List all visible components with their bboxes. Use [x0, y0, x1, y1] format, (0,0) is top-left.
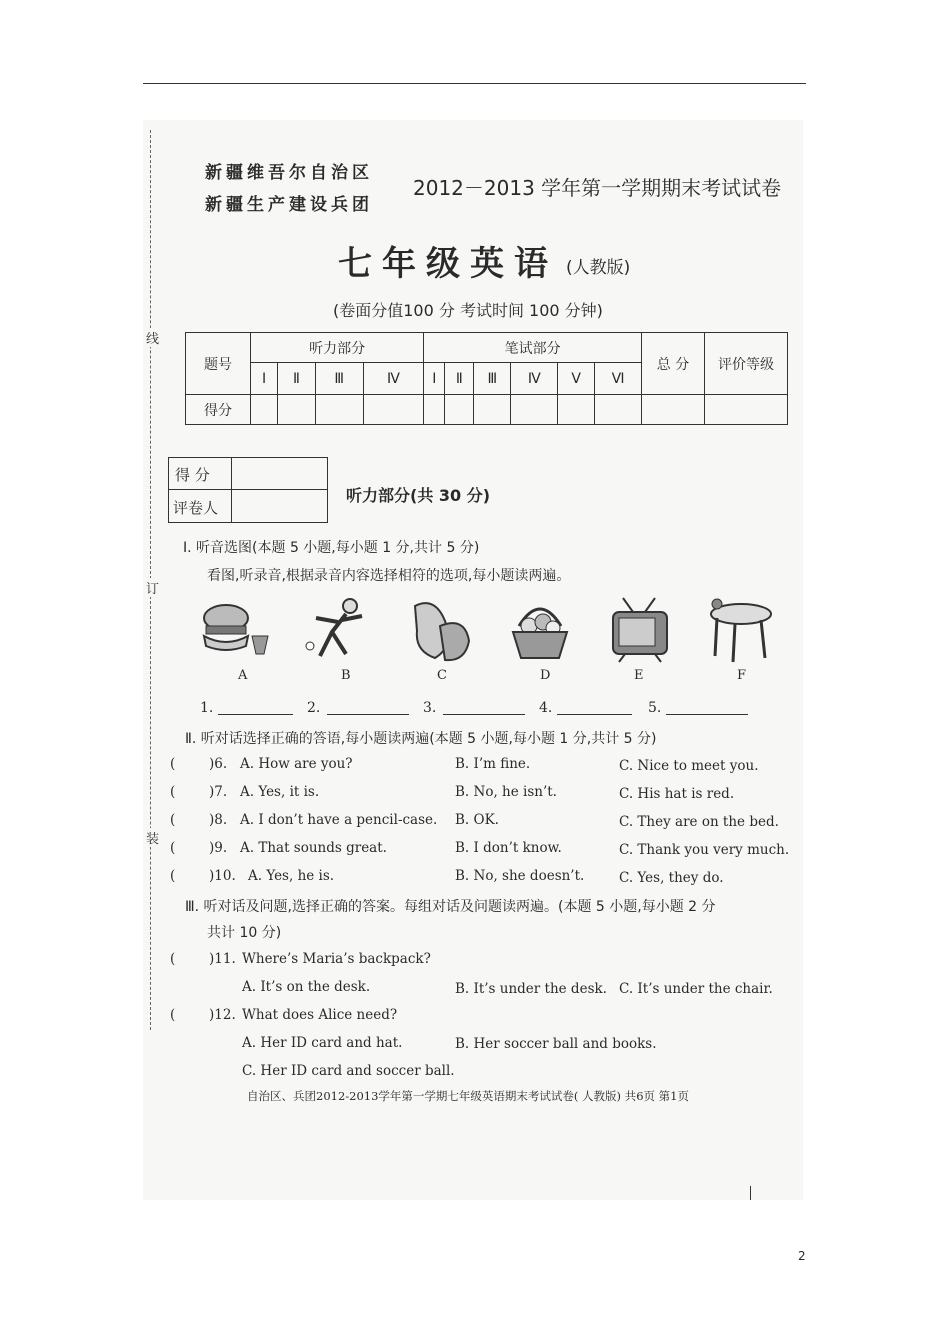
score-table	[185, 332, 788, 425]
answer-paren[interactable]: (	[170, 784, 176, 800]
box-divider	[169, 489, 327, 490]
section-1-title: I. 听音选图(本题 5 小题,每小题 1 分,共计 5 分)	[183, 540, 480, 556]
score-cell[interactable]	[424, 395, 445, 425]
section-1-instruction: 看图,听录音,根据录音内容选择相符的选项,每小题读两遍。	[207, 568, 571, 584]
answer-paren[interactable]: (	[170, 840, 176, 856]
region-name-2: 新疆生产建设兵团	[205, 195, 373, 215]
answer-paren[interactable]: (	[170, 951, 176, 967]
question-11-option-c: C. It’s under the chair.	[619, 981, 773, 997]
question-12-text: What does Alice need?	[242, 1007, 398, 1023]
question-7-option-a: A. Yes, it is.	[240, 784, 320, 800]
page-number: 2	[798, 1249, 806, 1263]
answer-blank[interactable]	[443, 714, 525, 715]
header-question-no: 题号	[186, 333, 251, 395]
picture-label-e: E	[634, 668, 644, 683]
col-writing-2: Ⅱ	[445, 363, 474, 395]
grade-cell[interactable]	[705, 395, 788, 425]
hamburger-icon	[200, 596, 270, 666]
question-10-number: )10.	[209, 868, 236, 884]
edge-mark	[750, 1186, 751, 1200]
region-name-1: 新疆维吾尔自治区	[205, 163, 373, 183]
grade-header: 评价等级	[705, 333, 788, 395]
writing-header: 笔试部分	[424, 333, 642, 363]
col-writing-5: Ⅴ	[558, 363, 595, 395]
section-3-title: Ⅲ. 听对话及问题,选择正确的答案。每组对话及问题读两遍。(本题 5 小题,每小题 2 分	[185, 899, 716, 915]
question-9-option-a: A. That sounds great.	[240, 840, 387, 856]
exam-info: (卷面分值100 分 考试时间 100 分钟)	[333, 301, 603, 320]
answer-paren[interactable]: (	[170, 1007, 176, 1023]
score-cell[interactable]	[511, 395, 558, 425]
question-11-option-b: B. It’s under the desk.	[455, 981, 607, 997]
listening-header: 听力部分	[251, 333, 424, 363]
col-listening-2: Ⅱ	[278, 363, 316, 395]
question-10-option-a: A. Yes, he is.	[248, 868, 335, 884]
score-row-label: 得分	[186, 395, 251, 425]
col-writing-3: Ⅲ	[474, 363, 511, 395]
question-11-option-a: A. It’s on the desk.	[242, 979, 371, 995]
question-10-option-c: C. Yes, they do.	[619, 870, 724, 886]
margin-char-staple: 装	[146, 828, 159, 847]
answer-blank[interactable]	[557, 714, 632, 715]
question-9-number: )9.	[209, 840, 228, 856]
grader-label: 评卷人	[173, 499, 219, 517]
margin-char-bind: 订	[146, 578, 159, 597]
picture-label-c: C	[437, 668, 447, 683]
tv-icon	[605, 596, 675, 666]
question-10-option-b: B. No, she doesn’t.	[455, 868, 585, 884]
question-6-option-a: A. How are you?	[240, 756, 353, 772]
answer-paren[interactable]: (	[170, 812, 176, 828]
score-cell[interactable]	[278, 395, 316, 425]
baseball-player-icon	[302, 596, 372, 666]
table-icon	[705, 596, 775, 666]
picture-label-a: A	[238, 668, 248, 683]
listening-section-title: 听力部分(共 30 分)	[346, 486, 491, 505]
picture-label-d: D	[540, 668, 551, 683]
picture-label-f: F	[737, 668, 747, 683]
blank-number-4: 4.	[539, 700, 553, 716]
box-divider	[231, 458, 232, 522]
col-writing-1: Ⅰ	[424, 363, 445, 395]
question-8-option-c: C. They are on the bed.	[619, 814, 779, 830]
question-6-option-c: C. Nice to meet you.	[619, 758, 759, 774]
question-12-number: )12.	[209, 1007, 236, 1023]
question-11-text: Where’s Maria’s backpack?	[242, 951, 431, 967]
section-3-title-cont: 共计 10 分)	[207, 925, 282, 941]
question-6-option-b: B. I’m fine.	[455, 756, 531, 772]
score-cell[interactable]	[445, 395, 474, 425]
question-12-option-c: C. Her ID card and soccer ball.	[242, 1063, 455, 1079]
question-7-option-b: B. No, he isn’t.	[455, 784, 557, 800]
exam-title: 七年级英语	[338, 244, 558, 284]
edition-label: (人教版)	[566, 258, 631, 278]
question-12-option-a: A. Her ID card and hat.	[242, 1035, 403, 1051]
question-9-option-c: C. Thank you very much.	[619, 842, 790, 858]
question-6-number: )6.	[209, 756, 228, 772]
col-listening-4: Ⅳ	[363, 363, 424, 395]
col-writing-4: Ⅳ	[511, 363, 558, 395]
question-7-number: )7.	[209, 784, 228, 800]
picture-label-b: B	[341, 668, 351, 683]
question-8-option-a: A. I don’t have a pencil-case.	[240, 812, 438, 828]
score-cell[interactable]	[595, 395, 642, 425]
blank-number-2: 2.	[307, 700, 321, 716]
question-8-number: )8.	[209, 812, 228, 828]
answer-paren[interactable]: (	[170, 868, 176, 884]
score-cell[interactable]	[251, 395, 278, 425]
score-cell[interactable]	[558, 395, 595, 425]
question-9-option-b: B. I don’t know.	[455, 840, 562, 856]
blank-number-1: 1.	[200, 700, 214, 716]
page-footer: 自治区、兵团2012-2013学年第一学期七年级英语期末考试试卷( 人教版) 共6页 第1页	[247, 1089, 689, 1103]
section-score-box	[168, 457, 328, 523]
answer-blank[interactable]	[666, 714, 748, 715]
section-2-title: Ⅱ. 听对话选择正确的答语,每小题读两遍(本题 5 小题,每小题 1 分,共计 5 分)	[185, 731, 657, 747]
blank-number-3: 3.	[423, 700, 437, 716]
question-11-number: )11.	[209, 951, 236, 967]
vegetables-icon	[405, 596, 475, 666]
score-cell[interactable]	[315, 395, 363, 425]
score-cell[interactable]	[363, 395, 424, 425]
blank-number-5: 5.	[648, 700, 662, 716]
answer-paren[interactable]: (	[170, 756, 176, 772]
col-listening-1: Ⅰ	[251, 363, 278, 395]
col-writing-6: Ⅵ	[595, 363, 642, 395]
question-8-option-b: B. OK.	[455, 812, 499, 828]
answer-blank[interactable]	[327, 714, 409, 715]
total-score-cell[interactable]	[642, 395, 705, 425]
score-cell[interactable]	[474, 395, 511, 425]
score-label: 得 分	[175, 466, 210, 484]
total-header: 总 分	[642, 333, 705, 395]
answer-blank[interactable]	[218, 714, 293, 715]
fruit-basket-icon	[505, 596, 575, 666]
top-rule	[143, 83, 806, 84]
question-12-option-b: B. Her soccer ball and books.	[455, 1036, 657, 1052]
question-7-option-c: C. His hat is red.	[619, 786, 735, 802]
margin-char-line: 线	[146, 328, 159, 347]
exam-year-title: 2012－2013 学年第一学期期末考试试卷	[413, 176, 782, 200]
col-listening-3: Ⅲ	[315, 363, 363, 395]
